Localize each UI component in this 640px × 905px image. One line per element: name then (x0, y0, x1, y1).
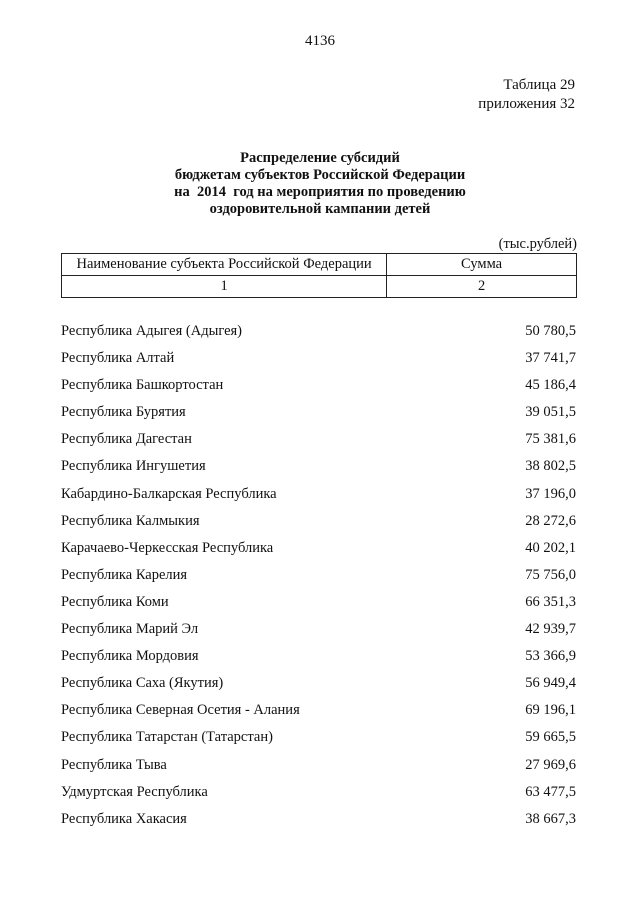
table-reference-line2: приложения 32 (478, 96, 575, 112)
table-row (61, 399, 576, 426)
table-row (61, 670, 576, 697)
region-name: Республика Хакасия (61, 810, 187, 827)
region-amount: 50 780,5 (525, 323, 576, 339)
title-line2: бюджетам субъектов Российской Федерации (174, 167, 466, 183)
header-col-number-1: 1 (62, 276, 387, 298)
table-reference-line1: Таблица 29 (503, 77, 575, 93)
region-amount: 63 477,5 (525, 783, 576, 800)
region-name: Республика Северная Осетия - Алания (61, 702, 300, 719)
region-amount: 59 665,5 (525, 729, 576, 746)
region-amount: 75 756,0 (525, 566, 576, 583)
region-name: Республика Адыгея (Адыгея) (61, 323, 243, 339)
region-amount: 27 969,6 (525, 756, 576, 773)
region-name: Республика Ингушетия (61, 458, 206, 475)
header-col-number-2: 2 (387, 276, 577, 298)
table-row (61, 616, 576, 643)
region-amount: 53 366,9 (525, 648, 576, 665)
table-row (61, 779, 576, 806)
region-name: Республика Карелия (61, 566, 188, 583)
region-name: Карачаево-Черкесская Республика (61, 539, 274, 556)
region-amount: 39 051,5 (525, 404, 576, 421)
region-amount: 37 741,7 (525, 350, 576, 367)
table-row (61, 426, 576, 453)
header-col-sum: Сумма (387, 254, 577, 276)
region-amount: 45 186,4 (525, 377, 576, 394)
region-name: Республика Алтай (61, 350, 175, 367)
header-title-row (62, 254, 577, 276)
table-row (61, 724, 576, 751)
region-amount: 69 196,1 (525, 702, 576, 719)
region-amount: 75 381,6 (525, 431, 576, 448)
header-col-name: Наименование субъекта Российской Федерации (62, 254, 387, 276)
table-row (61, 806, 576, 833)
table-row (61, 535, 576, 562)
table-row (61, 589, 576, 616)
units-label: (тыс.рублей) (498, 236, 577, 252)
region-amount: 40 202,1 (525, 539, 576, 556)
region-name: Республика Коми (61, 593, 169, 610)
region-amount: 28 272,6 (525, 512, 576, 529)
region-amount: 66 351,3 (525, 593, 576, 610)
region-name: Республика Марий Эл (61, 621, 199, 638)
region-name: Республика Дагестан (61, 431, 192, 448)
title-line4: оздоровительной кампании детей (209, 201, 431, 217)
title-line1: Распределение субсидий (240, 150, 400, 166)
table-row (61, 508, 576, 535)
region-name: Республика Калмыкия (61, 512, 200, 529)
table-row (61, 562, 576, 589)
table-row (61, 643, 576, 670)
table-row (61, 697, 576, 724)
region-amount: 42 939,7 (525, 621, 576, 638)
region-name: Республика Тыва (61, 756, 167, 773)
table-row (61, 752, 576, 779)
table-body (61, 318, 576, 833)
region-amount: 38 802,5 (525, 458, 576, 475)
region-name: Республика Башкортостан (61, 377, 224, 394)
region-name: Республика Саха (Якутия) (61, 675, 224, 692)
document-title (0, 150, 640, 218)
region-name: Удмуртская Республика (61, 783, 208, 800)
region-amount: 56 949,4 (525, 675, 576, 692)
region-name: Республика Мордовия (61, 648, 199, 665)
region-amount: 38 667,3 (525, 810, 576, 827)
table-row (61, 453, 576, 480)
table-row (61, 345, 576, 372)
table-row (61, 318, 576, 345)
table-header (61, 253, 577, 298)
region-amount: 37 196,0 (525, 485, 576, 502)
region-name: Кабардино-Балкарская Республика (61, 485, 277, 502)
page-number: 4136 (305, 33, 335, 49)
header-number-row (62, 276, 577, 298)
region-name: Республика Бурятия (61, 404, 186, 421)
region-name: Республика Татарстан (Татарстан) (61, 729, 273, 746)
title-line3: на 2014 год на мероприятия по проведению (174, 184, 466, 200)
table-row (61, 372, 576, 399)
table-reference (478, 76, 575, 114)
table-row (61, 481, 576, 508)
